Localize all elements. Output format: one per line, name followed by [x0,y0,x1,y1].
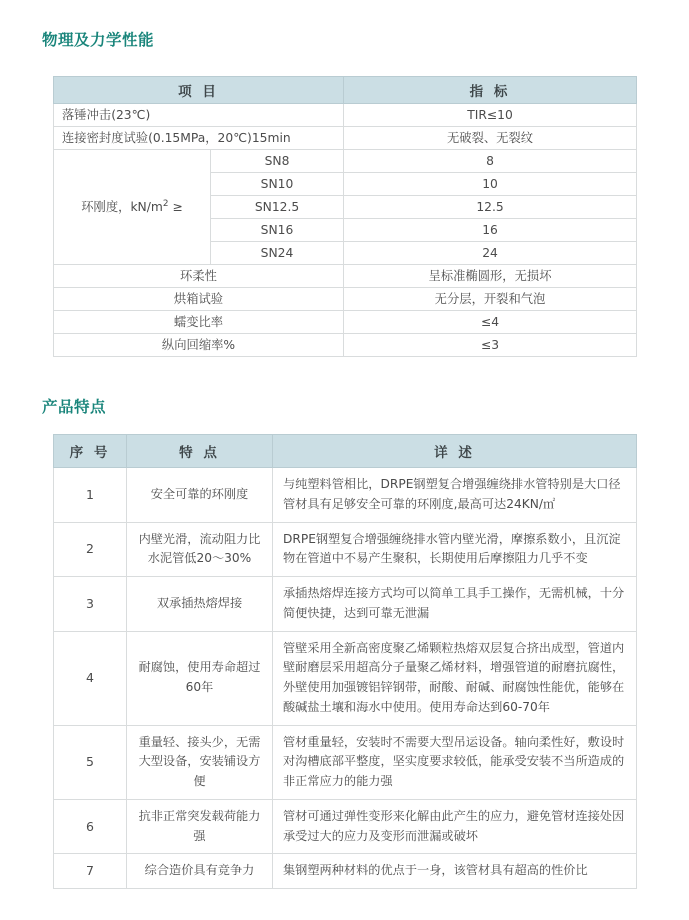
cell-sn-value: 10 [344,173,637,196]
cell-feature: 内壁光滑，流动阻力比水泥管低20～30% [127,522,273,577]
cell-detail: 管材重量轻，安装时不需要大型吊运设备。轴向柔性好，敷设时对沟槽底部平整度，坚实度要求较低，能承受安装不当所造成的非正常应力的能力强 [273,725,637,799]
cell-item: 蠕变比率 [54,311,344,334]
physical-properties-table [53,76,637,357]
cell-item: 落锤冲击(23℃) [54,104,344,127]
cell-value: TIR≤10 [344,104,637,127]
cell-sn-item: SN24 [211,242,344,265]
column-header-feature: 特 点 [127,435,273,468]
column-header-index: 指 标 [344,77,637,104]
cell-sn-value: 8 [344,150,637,173]
cell-feature: 综合造价具有竞争力 [127,854,273,889]
cell-feature: 重量轻、接头少，无需大型设备，安装铺设方便 [127,725,273,799]
table-header-row [54,77,637,104]
table-row [54,725,637,799]
table-row [54,265,637,288]
cell-item: 连接密封度试验(0.15MPa，20℃)15min [54,127,344,150]
cell-seq: 6 [54,799,127,854]
table-row [54,468,637,523]
cell-sn-item: SN8 [211,150,344,173]
cell-seq: 3 [54,577,127,632]
column-header-item: 项 目 [54,77,344,104]
table-row [54,334,637,357]
table-row [54,288,637,311]
cell-detail: 管壁采用全新高密度聚乙烯颗粒热熔双层复合挤出成型，管道内壁耐磨层采用超高分子量聚乙烯材料，增强管道的耐磨抗腐性，外壁使用加强镀铝锌钢带，耐酸、耐碱、耐腐蚀性能优，能够在酸碱盐土壤和海水中使用。使用寿命达到60-70年 [273,631,637,725]
cell-sn-item: SN10 [211,173,344,196]
cell-item: 烘箱试验 [54,288,344,311]
cell-seq: 4 [54,631,127,725]
table-row [54,127,637,150]
table-row [54,104,637,127]
cell-detail: 承插热熔焊连接方式均可以简单工具手工操作，无需机械，十分简便快捷，达到可靠无泄漏 [273,577,637,632]
cell-detail: 与纯塑料管相比，DRPE钢塑复合增强缠绕排水管特别是大口径管材具有足够安全可靠的环刚度,最高可达24KN/㎡ [273,468,637,523]
cell-detail: 集钢塑两种材料的优点于一身，该管材具有超高的性价比 [273,854,637,889]
cell-item: 环柔性 [54,265,344,288]
cell-ring-stiffness-label [54,150,211,265]
cell-value: 无破裂、无裂纹 [344,127,637,150]
section-title-product-features: 产品特点 [42,398,107,416]
table-row [54,631,637,725]
cell-seq: 2 [54,522,127,577]
cell-sn-value: 24 [344,242,637,265]
cell-item: 纵向回缩率% [54,334,344,357]
table-row [54,577,637,632]
table-row [54,311,637,334]
product-features-table [53,434,637,889]
cell-sn-item: SN16 [211,219,344,242]
cell-value: 呈标准椭圆形，无损坏 [344,265,637,288]
cell-sn-item: SN12.5 [211,196,344,219]
cell-sn-value: 12.5 [344,196,637,219]
cell-detail: 管材可通过弹性变形来化解由此产生的应力，避免管材连接处因承受过大的应力及变形而泄漏或破坏 [273,799,637,854]
ring-stiffness-label-operator: ≥ [168,199,183,214]
table-row-ring-stiffness [54,150,637,173]
cell-detail: DRPE钢塑复合增强缠绕排水管内壁光滑，摩擦系数小，且沉淀物在管道中不易产生聚积，长期使用后摩擦阻力几乎不变 [273,522,637,577]
column-header-detail: 详 述 [273,435,637,468]
column-header-seq: 序 号 [54,435,127,468]
table-row [54,522,637,577]
ring-stiffness-label-text: 环刚度，kN/m [81,199,163,214]
cell-value: ≤3 [344,334,637,357]
cell-value: ≤4 [344,311,637,334]
table-row [54,854,637,889]
cell-feature: 双承插热熔焊接 [127,577,273,632]
cell-feature: 抗非正常突发载荷能力强 [127,799,273,854]
cell-seq: 5 [54,725,127,799]
cell-feature: 耐腐蚀，使用寿命超过60年 [127,631,273,725]
cell-feature: 安全可靠的环刚度 [127,468,273,523]
section-title-physical-properties: 物理及力学性能 [42,31,155,49]
table-header-row [54,435,637,468]
ring-stiffness-label-superscript: 2 [162,198,169,209]
table-row [54,799,637,854]
cell-sn-value: 16 [344,219,637,242]
cell-seq: 7 [54,854,127,889]
cell-value: 无分层，开裂和气泡 [344,288,637,311]
cell-seq: 1 [54,468,127,523]
